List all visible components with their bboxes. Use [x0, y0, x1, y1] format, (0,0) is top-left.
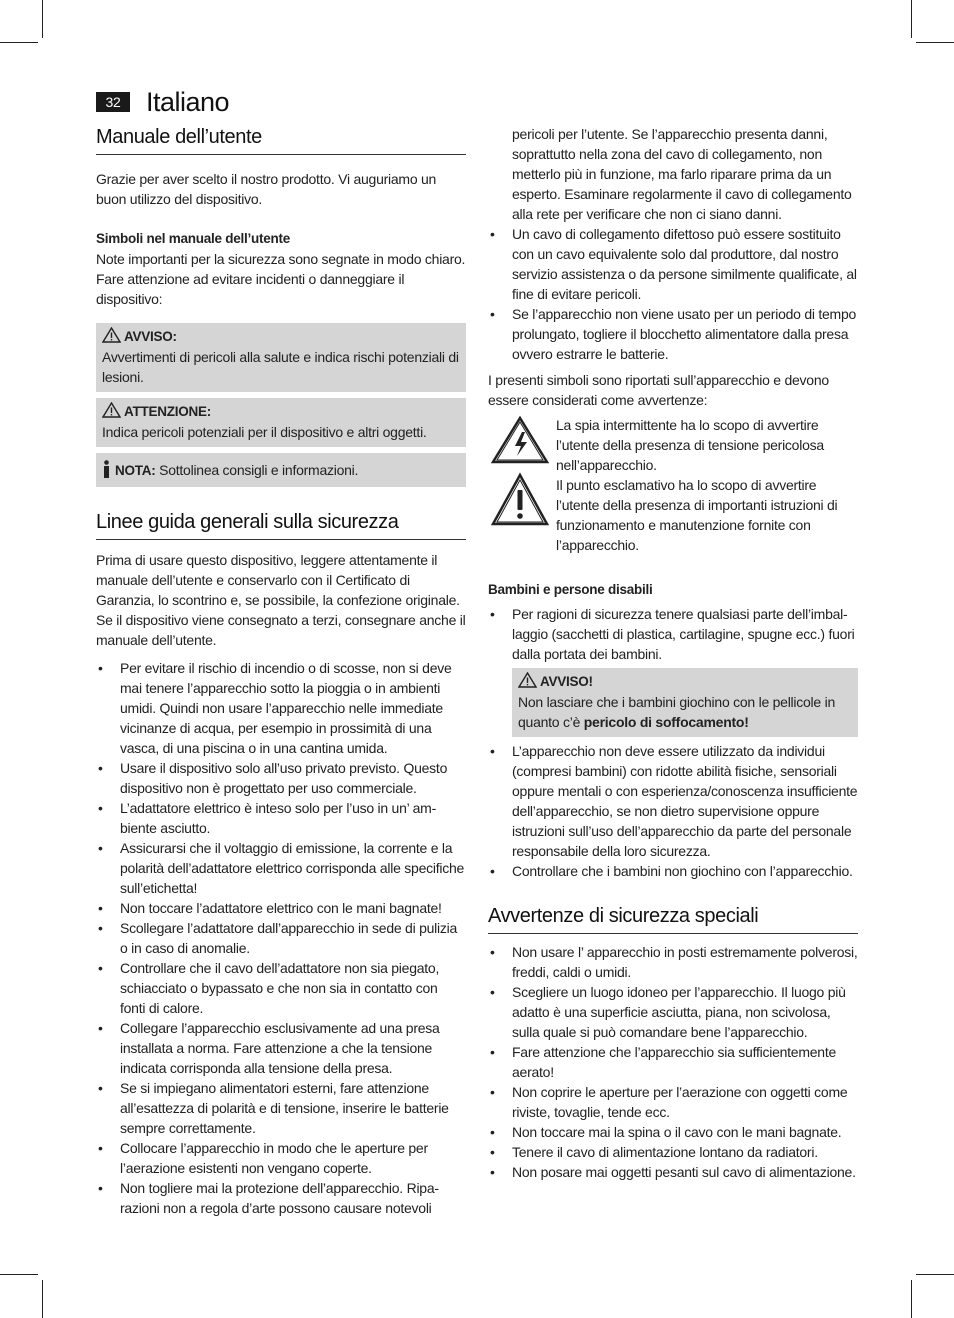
list-item: • Controllare che i bambini non giochino con l’apparecchio.: [488, 861, 858, 881]
section-title-manual: Manuale dell’utente: [96, 124, 466, 155]
crop-mark: [42, 0, 43, 38]
list-item: • Non coprire le aperture per l’aerazione con oggetti come riviste, tovaglie, tende ecc.: [488, 1082, 858, 1122]
symbols-intro: Note importanti per la sicurezza sono segnate in modo chiaro. Fare attenzione ad evitare incidenti o danneggiare il dispositivo:: [96, 251, 466, 307]
device-symbols-intro: I presenti simboli sono riportati sull’apparecchio e devono essere considerati come avvertenze:: [488, 372, 829, 408]
list-item: • Non toccare l’adattatore elettrico con le mani bagnate!: [96, 898, 466, 918]
crop-mark: [916, 42, 954, 43]
crop-mark: [911, 0, 912, 38]
children-avviso-label: AVVISO!: [540, 674, 593, 689]
symbol-voltage-text: La spia intermittente ha lo scopo di avvertire l’utente della presenza di tensione pericolosa nell’apparecchio.: [556, 417, 824, 473]
info-icon: [102, 460, 111, 478]
section-title-safety: Linee guida generali sulla sicurezza: [96, 509, 466, 540]
list-item: • Un cavo di collegamento difettoso può essere sostituito con un cavo equivalente solo dal produttore, dal nostro servizio assistenza o da persone similmente qualificate, al fine di evitare pericoli.: [488, 224, 858, 304]
crop-mark: [0, 1274, 38, 1275]
crop-mark: [42, 1280, 43, 1318]
warning-triangle-icon: [102, 402, 121, 418]
warning-box-header: [102, 402, 460, 422]
children-avviso-text: Non lasciare che i bambini giochino con le pellicole in quanto c’è: [518, 694, 835, 730]
list-item: • Collegare l’apparecchio esclusivamente ad una presa installata a norma. Fare attenzione a che la tensione indicata corrisponda alla tensione della presa.: [96, 1018, 466, 1078]
note-box: [96, 453, 466, 487]
list-item: • Usare il dispositivo solo all’uso privato previsto. Questo dispositivo non è progettato per uso commerciale.: [96, 758, 466, 798]
list-item-continued: pericoli per l’utente. Se l’apparecchio presenta danni, soprattutto nella zona del cavo di collegamento, non metterlo più in funzione, ma farlo riparare prima da un esperto. Esaminare regolarmente il cavo di collegamento alla rete per verificare che non ci siano danni.: [512, 126, 852, 222]
list-item: • Tenere il cavo di alimentazione lontano da radiatori.: [488, 1142, 858, 1162]
manual-intro: Grazie per aver scelto il nostro prodotto. Vi auguriamo un buon utilizzo del dispositivo.: [96, 171, 437, 207]
list-item: • Scegliere un luogo idoneo per l’apparecchio. Il luogo più adatto è una superficie asciutta, piana, non scivolosa, sulla quale si può comandare bene l’apparecchio.: [488, 982, 858, 1042]
nota-label: NOTA:: [115, 463, 156, 478]
warning-box-header: [102, 327, 460, 347]
crop-mark: [911, 1280, 912, 1318]
list-item: • Se si impiegano alimentatori esterni, fare attenzione all’esattezza di polarità e di tensione, inserire le batterie sempre correttamente.: [96, 1078, 466, 1138]
symbol-voltage-row: [488, 415, 858, 475]
list-item: • L’apparecchio non deve essere utilizzato da individui (compresi bambini) con ridotte abilità fisiche, sensoriali oppure mentali o con esperienza/conoscenza insufficiente dell’apparecchio, se non dietro supervisione oppure istruzioni sull’uso dell’apparecchio da parte del personale responsabile della loro sicurezza.: [488, 741, 858, 861]
page-number: 32: [96, 92, 130, 112]
list-item: • Se l’apparecchio non viene usato per un periodo di tempo prolungato, togliere il blocchetto alimentatore dalla presa ovvero estrarre le batterie.: [488, 304, 858, 364]
list-item: • Assicurarsi che il voltaggio di emissione, la corrente e la polarità dell’adattatore elettrico corrisponda alle specifiche sull’etichetta!: [96, 838, 466, 898]
nota-text: Sottolinea consigli e informazioni.: [155, 462, 359, 478]
crop-mark: [0, 42, 38, 43]
special-list: [488, 942, 858, 1182]
left-column: [96, 124, 466, 1218]
list-item: • Fare attenzione che l’apparecchio sia sufficientemente aerato!: [488, 1042, 858, 1082]
right-column: [488, 124, 858, 1182]
page-title: Italiano: [146, 87, 230, 117]
crop-mark: [916, 1274, 954, 1275]
list-item: • Per evitare il rischio di incendio o di scosse, non si deve mai tenere l’apparecchio sotto la pioggia o in ambienti umidi. Quindi non usare l’apparecchio nelle immediate vicinanze di acqua, per esempio in prossimità di una vasca, di una piscina o in una cantina umida.: [96, 658, 466, 758]
list-item: • Non togliere mai la protezione dell’apparecchio. Riparazioni non a regola d’arte possono causare notevoli: [96, 1178, 466, 1218]
children-avviso-bold: pericolo di soffocamento!: [583, 714, 749, 730]
warning-box-header: [518, 672, 852, 692]
symbols-heading: Simboli nel manuale dell’utente: [96, 231, 291, 246]
symbol-exclamation-text: Il punto esclamativo ha lo scopo di avvertire l’utente della presenza di importanti istruzioni di funzionamento e manutenzione fornite con l’apparecchio.: [556, 477, 838, 553]
exclamation-warning-icon: [490, 472, 550, 528]
lightning-warning-icon: [490, 415, 550, 465]
list-item: • Non usare l’ apparecchio in posti estremamente polverosi, freddi, caldi o umidi.: [488, 942, 858, 982]
safety-list-continued: [488, 124, 858, 364]
symbol-exclamation-row: [488, 475, 858, 555]
attenzione-text: Indica pericoli potenziali per il dispositivo e altri oggetti.: [102, 424, 427, 440]
warning-triangle-icon: [102, 327, 121, 343]
safety-intro: Prima di usare questo dispositivo, leggere attentamente il manuale dell’utente e conservarlo con il Certificato di Garanzia, lo scontrino e, se possibile, la confezione originale. Se il dispositivo viene consegnato a terzi, consegnare anche il manuale dell’utente.: [96, 552, 466, 648]
section-title-special: Avvertenze di sicurezza speciali: [488, 903, 858, 934]
list-item: • Collocare l’apparecchio in modo che le aperture per l’aerazione esistenti non vengano coperte.: [96, 1138, 466, 1178]
avviso-label: AVVISO:: [124, 329, 177, 344]
children-list: [488, 604, 858, 664]
list-item: • Non posare mai oggetti pesanti sul cavo di alimentazione.: [488, 1162, 858, 1182]
warning-box-children: [512, 668, 858, 737]
list-item: • Scollegare l’adattatore dall’apparecchio in sede di pulizia o in caso di anomalie.: [96, 918, 466, 958]
children-list-continued: [488, 741, 858, 881]
avviso-text: Avvertimenti di pericoli alla salute e indica rischi potenziali di lesioni.: [102, 349, 459, 385]
list-item: • Controllare che il cavo dell’adattatore non sia piegato, schiacciato o bypassato e che non sia in contatto con fonti di calore.: [96, 958, 466, 1018]
warning-box-attenzione: [96, 398, 466, 447]
safety-list: [96, 658, 466, 1218]
attenzione-label: ATTENZIONE:: [124, 404, 211, 419]
children-heading: Bambini e persone disabili: [488, 582, 653, 597]
list-item: • Per ragioni di sicurezza tenere qualsiasi parte dell’imballaggio (sacchetti di plastica, cartilagine, spugne ecc.) fuori dalla portata dei bambini.: [488, 604, 858, 664]
children-avviso-body: [518, 692, 852, 732]
list-item: • L’adattatore elettrico è inteso solo per l’uso in un’ ambiente asciutto.: [96, 798, 466, 838]
warning-triangle-icon: [518, 672, 537, 688]
warning-box-avviso: [96, 323, 466, 392]
list-item: • Non toccare mai la spina o il cavo con le mani bagnate.: [488, 1122, 858, 1142]
